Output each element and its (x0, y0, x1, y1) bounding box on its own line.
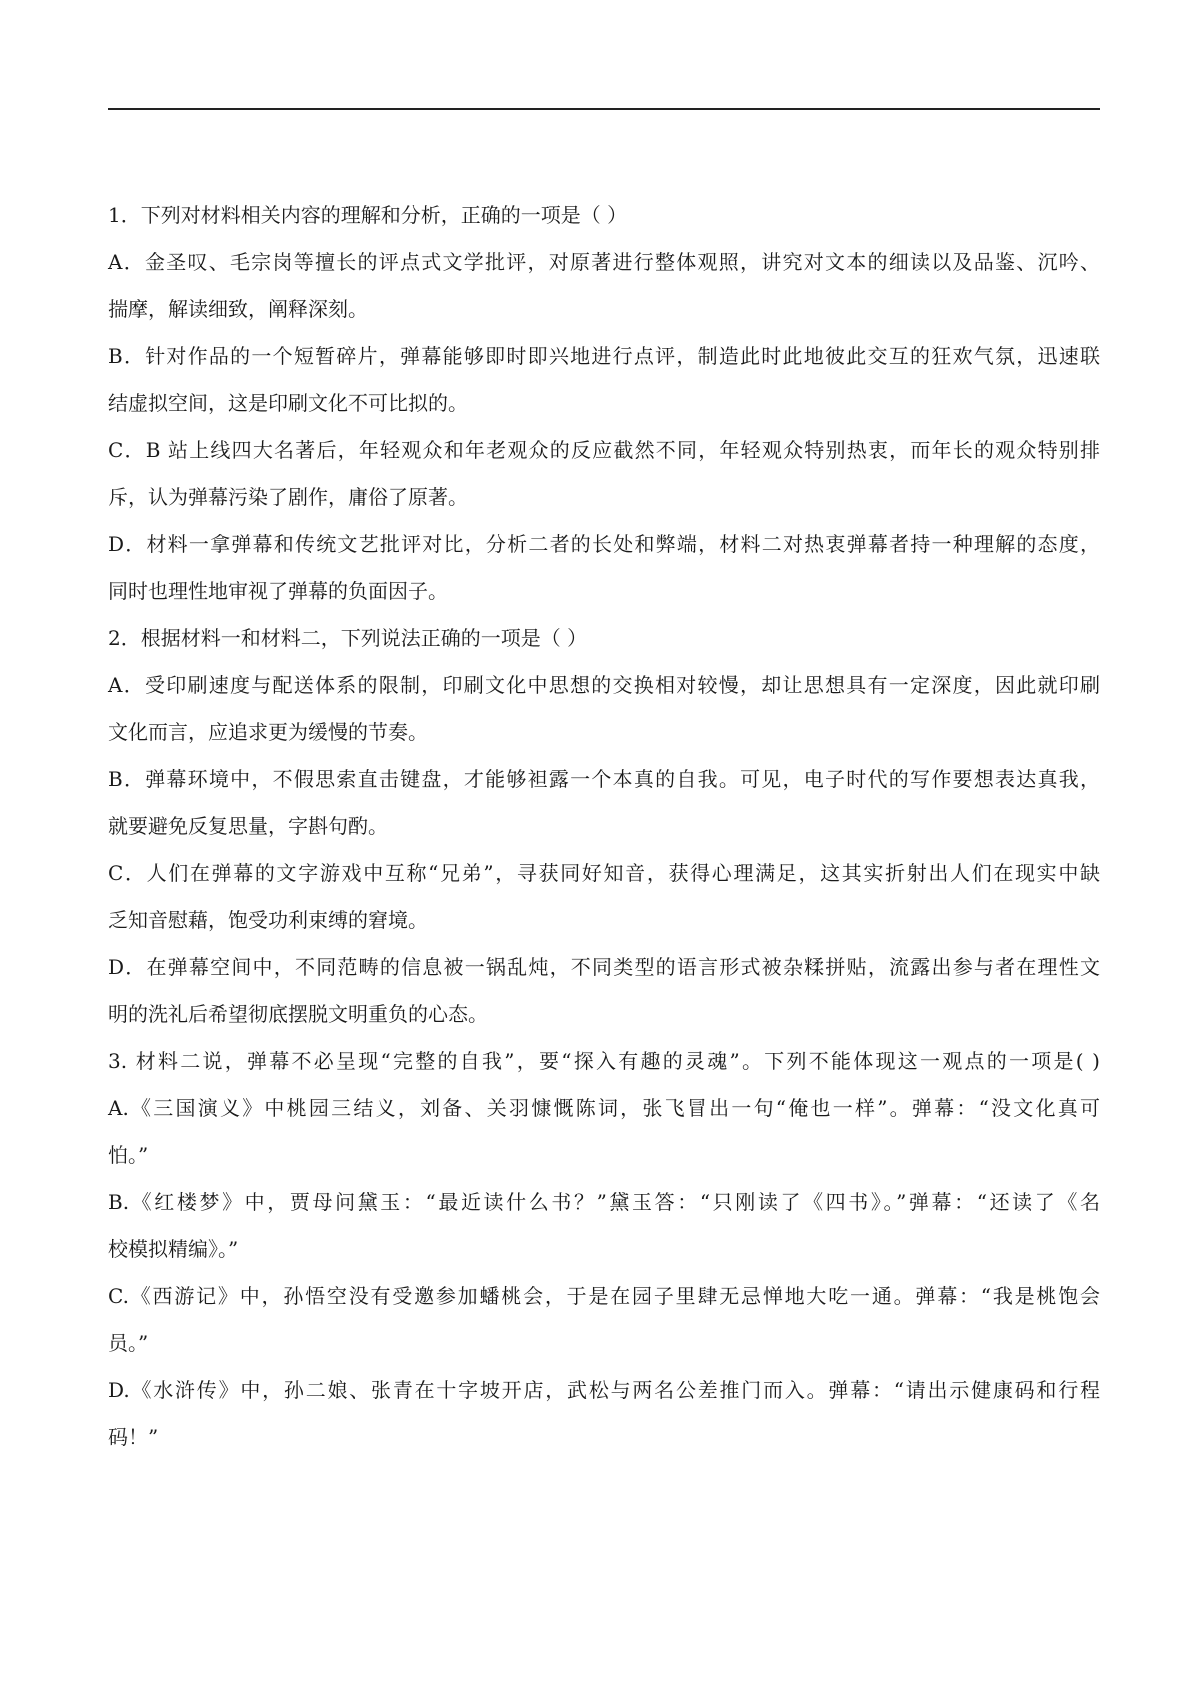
question-2-option-d-line-2: 明的洗礼后希望彻底摆脱文明重负的心态。 (108, 1002, 488, 1026)
question-3-option-c-line-2: 员。” (108, 1331, 149, 1355)
question-1-option-a-line-1: A．金圣叹、毛宗岗等擅长的评点式文学批评，对原著进行整体观照，讲究对文本的细读以及品鉴、沉吟、 (108, 250, 1100, 274)
question-2-stem: 2．根据材料一和材料二，下列说法正确的一项是（ ） (108, 626, 588, 650)
question-3-stem: 3. 材料二说，弹幕不必呈现“完整的自我”，要“探入有趣的灵魂”。下列不能体现这一观点的一项是( ) (108, 1049, 1100, 1073)
question-3-option-d-line-2: 码！” (108, 1425, 159, 1449)
question-1-option-a-line-2: 揣摩，解读细致，阐释深刻。 (108, 297, 368, 321)
question-3-option-c-line-1: C.《西游记》中，孙悟空没有受邀参加蟠桃会，于是在园子里肆无忌惮地大吃一通。弹幕：“我是桃饱会 (108, 1284, 1100, 1308)
question-1-option-c-line-1: C．B 站上线四大名著后，年轻观众和年老观众的反应截然不同，年轻观众特别热衷，而年长的观众特别排 (108, 438, 1100, 462)
question-2-option-b-line-2: 就要避免反复思量，字斟句酌。 (108, 814, 388, 838)
question-2-option-b-line-1: B．弹幕环境中，不假思索直击键盘，才能够袒露一个本真的自我。可见，电子时代的写作要想表达真我， (108, 767, 1100, 791)
question-1-option-b-line-1: B．针对作品的一个短暂碎片，弹幕能够即时即兴地进行点评，制造此时此地彼此交互的狂欢气氛，迅速联 (108, 344, 1100, 368)
question-2-option-d-line-1: D．在弹幕空间中，不同范畴的信息被一锅乱炖，不同类型的语言形式被杂糅拼贴，流露出参与者在理性文 (108, 955, 1100, 979)
question-2-option-c-line-1: C．人们在弹幕的文字游戏中互称“兄弟”，寻获同好知音，获得心理满足，这其实折射出人们在现实中缺 (108, 861, 1100, 885)
question-3-option-b-line-1: B.《红楼梦》中，贾母问黛玉：“最近读什么书？”黛玉答：“只刚读了《四书》。”弹幕：“还读了《名 (108, 1190, 1100, 1214)
question-2-option-c-line-2: 乏知音慰藉，饱受功利束缚的窘境。 (108, 908, 428, 932)
question-1-option-b-line-2: 结虚拟空间，这是印刷文化不可比拟的。 (108, 391, 468, 415)
question-1-option-d-line-2: 同时也理性地审视了弹幕的负面因子。 (108, 579, 448, 603)
question-2-option-a-line-2: 文化而言，应追求更为缓慢的节奏。 (108, 720, 428, 744)
question-3-option-a-line-2: 怕。” (108, 1143, 149, 1167)
question-3-option-a-line-1: A.《三国演义》中桃园三结义，刘备、关羽慷慨陈词，张飞冒出一句“俺也一样”。弹幕：“没文化真可 (108, 1096, 1100, 1120)
question-1-option-d-line-1: D．材料一拿弹幕和传统文艺批评对比，分析二者的长处和弊端，材料二对热衷弹幕者持一种理解的态度， (108, 532, 1100, 556)
question-3-option-b-line-2: 校模拟精编》。” (108, 1237, 239, 1261)
question-2-option-a-line-1: A．受印刷速度与配送体系的限制，印刷文化中思想的交换相对较慢，却让思想具有一定深度，因此就印刷 (108, 673, 1100, 697)
question-1-option-c-line-2: 斥，认为弹幕污染了剧作，庸俗了原著。 (108, 485, 468, 509)
question-3-option-d-line-1: D.《水浒传》中，孙二娘、张青在十字坡开店，武松与两名公差推门而入。弹幕：“请出示健康码和行程 (108, 1378, 1100, 1402)
question-1-stem: 1．下列对材料相关内容的理解和分析，正确的一项是（ ） (108, 203, 628, 227)
header-rule (108, 108, 1100, 110)
